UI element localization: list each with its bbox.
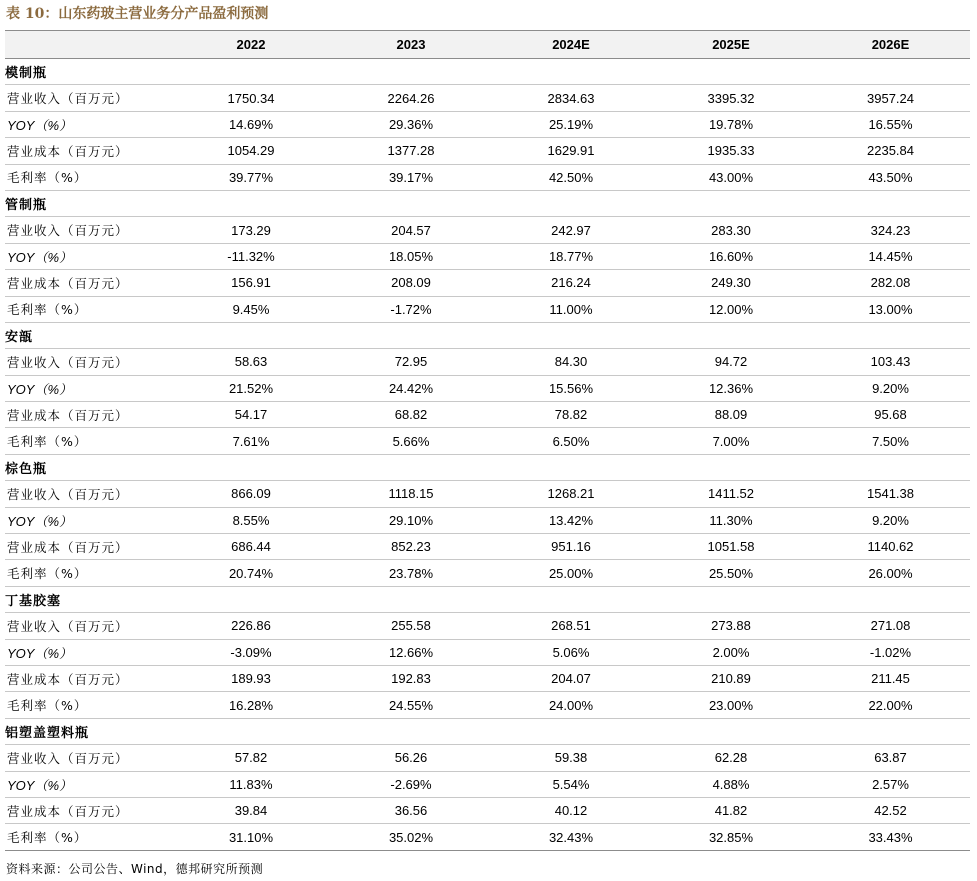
section-title: 丁基胶塞 (5, 586, 970, 612)
value-cell: 7.61% (171, 428, 331, 454)
value-cell: 43.00% (651, 164, 811, 190)
section-title: 管制瓶 (5, 190, 970, 216)
value-cell: 3395.32 (651, 85, 811, 111)
row-label: 营业成本（百万元） (5, 797, 171, 823)
value-cell: 14.69% (171, 111, 331, 137)
value-cell: 13.00% (811, 296, 970, 322)
row-label: YOY（%） (5, 507, 171, 533)
value-cell: 95.68 (811, 402, 970, 428)
table-row (5, 692, 970, 718)
table-row (5, 217, 970, 243)
header-blank-cell (5, 31, 171, 59)
section-title: 安瓿 (5, 322, 970, 348)
value-cell: 25.19% (491, 111, 651, 137)
value-cell: 273.88 (651, 613, 811, 639)
table-body (5, 59, 970, 851)
table-row (5, 534, 970, 560)
table-row (5, 138, 970, 164)
row-label: 毛利率（%） (5, 428, 171, 454)
value-cell: 14.45% (811, 243, 970, 269)
value-cell: 29.36% (331, 111, 491, 137)
value-cell: 255.58 (331, 613, 491, 639)
value-cell: 29.10% (331, 507, 491, 533)
row-label: 营业收入（百万元） (5, 745, 171, 771)
row-label: 营业成本（百万元） (5, 665, 171, 691)
value-cell: 16.60% (651, 243, 811, 269)
section-row (5, 59, 970, 85)
value-cell: 283.30 (651, 217, 811, 243)
section-row (5, 718, 970, 744)
table-row (5, 824, 970, 850)
row-label: 营业收入（百万元） (5, 217, 171, 243)
value-cell: 156.91 (171, 270, 331, 296)
value-cell: 7.50% (811, 428, 970, 454)
table-row (5, 560, 970, 586)
section-title: 棕色瓶 (5, 454, 970, 480)
value-cell: 23.78% (331, 560, 491, 586)
row-label: 营业成本（百万元） (5, 270, 171, 296)
table-row (5, 270, 970, 296)
table-row (5, 428, 970, 454)
value-cell: 36.56 (331, 797, 491, 823)
value-cell: 39.77% (171, 164, 331, 190)
value-cell: 41.82 (651, 797, 811, 823)
value-cell: 16.28% (171, 692, 331, 718)
row-label: 毛利率（%） (5, 692, 171, 718)
value-cell: 23.00% (651, 692, 811, 718)
value-cell: 22.00% (811, 692, 970, 718)
row-label: 毛利率（%） (5, 560, 171, 586)
table-row (5, 402, 970, 428)
table-row (5, 745, 970, 771)
value-cell: 1054.29 (171, 138, 331, 164)
value-cell: 12.36% (651, 375, 811, 401)
value-cell: 54.17 (171, 402, 331, 428)
value-cell: -11.32% (171, 243, 331, 269)
value-cell: 15.56% (491, 375, 651, 401)
value-cell: 24.55% (331, 692, 491, 718)
table-row (5, 639, 970, 665)
profit-forecast-table (5, 30, 970, 851)
value-cell: 324.23 (811, 217, 970, 243)
value-cell: 2235.84 (811, 138, 970, 164)
row-label: 营业收入（百万元） (5, 481, 171, 507)
row-label: YOY（%） (5, 771, 171, 797)
value-cell: 5.66% (331, 428, 491, 454)
value-cell: 35.02% (331, 824, 491, 850)
section-row (5, 586, 970, 612)
value-cell: 57.82 (171, 745, 331, 771)
value-cell: 2834.63 (491, 85, 651, 111)
value-cell: 210.89 (651, 665, 811, 691)
value-cell: 4.88% (651, 771, 811, 797)
value-cell: 40.12 (491, 797, 651, 823)
header-year-cell: 2025E (651, 31, 811, 59)
section-row (5, 454, 970, 480)
row-label: 营业成本（百万元） (5, 534, 171, 560)
value-cell: 32.85% (651, 824, 811, 850)
value-cell: 6.50% (491, 428, 651, 454)
value-cell: 8.55% (171, 507, 331, 533)
value-cell: 12.66% (331, 639, 491, 665)
value-cell: 951.16 (491, 534, 651, 560)
value-cell: 13.42% (491, 507, 651, 533)
row-label: 营业收入（百万元） (5, 349, 171, 375)
value-cell: 204.07 (491, 665, 651, 691)
value-cell: 11.83% (171, 771, 331, 797)
table-row (5, 164, 970, 190)
value-cell: 189.93 (171, 665, 331, 691)
table-row (5, 85, 970, 111)
row-label: 营业成本（百万元） (5, 402, 171, 428)
value-cell: 94.72 (651, 349, 811, 375)
value-cell: 88.09 (651, 402, 811, 428)
row-label: 毛利率（%） (5, 824, 171, 850)
table-row (5, 243, 970, 269)
value-cell: 1411.52 (651, 481, 811, 507)
value-cell: 242.97 (491, 217, 651, 243)
value-cell: 21.52% (171, 375, 331, 401)
value-cell: 39.84 (171, 797, 331, 823)
value-cell: 249.30 (651, 270, 811, 296)
value-cell: 25.50% (651, 560, 811, 586)
value-cell: 192.83 (331, 665, 491, 691)
value-cell: 11.00% (491, 296, 651, 322)
value-cell: 216.24 (491, 270, 651, 296)
table-row (5, 481, 970, 507)
row-label: YOY（%） (5, 375, 171, 401)
value-cell: 204.57 (331, 217, 491, 243)
value-cell: 1377.28 (331, 138, 491, 164)
value-cell: 25.00% (491, 560, 651, 586)
value-cell: 2.57% (811, 771, 970, 797)
value-cell: 42.50% (491, 164, 651, 190)
value-cell: 226.86 (171, 613, 331, 639)
section-row (5, 190, 970, 216)
value-cell: 173.29 (171, 217, 331, 243)
value-cell: 7.00% (651, 428, 811, 454)
table-row (5, 771, 970, 797)
value-cell: 32.43% (491, 824, 651, 850)
table-row (5, 665, 970, 691)
value-cell: 103.43 (811, 349, 970, 375)
value-cell: 9.20% (811, 375, 970, 401)
header-year-cell: 2023 (331, 31, 491, 59)
value-cell: 18.05% (331, 243, 491, 269)
value-cell: 1118.15 (331, 481, 491, 507)
value-cell: 84.30 (491, 349, 651, 375)
value-cell: 1541.38 (811, 481, 970, 507)
header-row (5, 31, 970, 59)
value-cell: 16.55% (811, 111, 970, 137)
value-cell: 20.74% (171, 560, 331, 586)
row-label: 营业收入（百万元） (5, 85, 171, 111)
value-cell: 63.87 (811, 745, 970, 771)
value-cell: 208.09 (331, 270, 491, 296)
value-cell: 2264.26 (331, 85, 491, 111)
row-label: 毛利率（%） (5, 164, 171, 190)
value-cell: 31.10% (171, 824, 331, 850)
value-cell: 282.08 (811, 270, 970, 296)
value-cell: 852.23 (331, 534, 491, 560)
value-cell: 5.06% (491, 639, 651, 665)
header-year-cell: 2024E (491, 31, 651, 59)
value-cell: 866.09 (171, 481, 331, 507)
value-cell: 11.30% (651, 507, 811, 533)
value-cell: 19.78% (651, 111, 811, 137)
value-cell: 68.82 (331, 402, 491, 428)
row-label: YOY（%） (5, 639, 171, 665)
value-cell: 1629.91 (491, 138, 651, 164)
section-title: 铝塑盖塑料瓶 (5, 718, 970, 744)
value-cell: 56.26 (331, 745, 491, 771)
row-label: 营业成本（百万元） (5, 138, 171, 164)
value-cell: -2.69% (331, 771, 491, 797)
value-cell: 268.51 (491, 613, 651, 639)
table-row (5, 375, 970, 401)
value-cell: 2.00% (651, 639, 811, 665)
value-cell: 12.00% (651, 296, 811, 322)
table-row (5, 111, 970, 137)
table-row (5, 613, 970, 639)
section-row (5, 322, 970, 348)
value-cell: 33.43% (811, 824, 970, 850)
table-caption: 表 10：山东药玻主营业务分产品盈利预测 (6, 6, 269, 22)
value-cell: 9.20% (811, 507, 970, 533)
value-cell: 24.00% (491, 692, 651, 718)
value-cell: 1750.34 (171, 85, 331, 111)
value-cell: 72.95 (331, 349, 491, 375)
value-cell: 1268.21 (491, 481, 651, 507)
value-cell: 43.50% (811, 164, 970, 190)
table-row (5, 296, 970, 322)
value-cell: 686.44 (171, 534, 331, 560)
row-label: YOY（%） (5, 111, 171, 137)
table-row (5, 349, 970, 375)
value-cell: 78.82 (491, 402, 651, 428)
header-year-cell: 2026E (811, 31, 970, 59)
row-label: YOY（%） (5, 243, 171, 269)
value-cell: 271.08 (811, 613, 970, 639)
row-label: 营业收入（百万元） (5, 613, 171, 639)
section-title: 模制瓶 (5, 59, 970, 85)
value-cell: 5.54% (491, 771, 651, 797)
header-year-cell: 2022 (171, 31, 331, 59)
value-cell: 62.28 (651, 745, 811, 771)
row-label: 毛利率（%） (5, 296, 171, 322)
value-cell: 26.00% (811, 560, 970, 586)
value-cell: 18.77% (491, 243, 651, 269)
value-cell: 9.45% (171, 296, 331, 322)
table-row (5, 797, 970, 823)
value-cell: 58.63 (171, 349, 331, 375)
source-note: 资料来源：公司公告、Wind，德邦研究所预测 (6, 862, 264, 876)
value-cell: -3.09% (171, 639, 331, 665)
value-cell: 1935.33 (651, 138, 811, 164)
value-cell: 1140.62 (811, 534, 970, 560)
table-row (5, 507, 970, 533)
value-cell: 211.45 (811, 665, 970, 691)
value-cell: -1.72% (331, 296, 491, 322)
value-cell: 42.52 (811, 797, 970, 823)
value-cell: 59.38 (491, 745, 651, 771)
value-cell: 24.42% (331, 375, 491, 401)
value-cell: -1.02% (811, 639, 970, 665)
value-cell: 3957.24 (811, 85, 970, 111)
value-cell: 39.17% (331, 164, 491, 190)
value-cell: 1051.58 (651, 534, 811, 560)
